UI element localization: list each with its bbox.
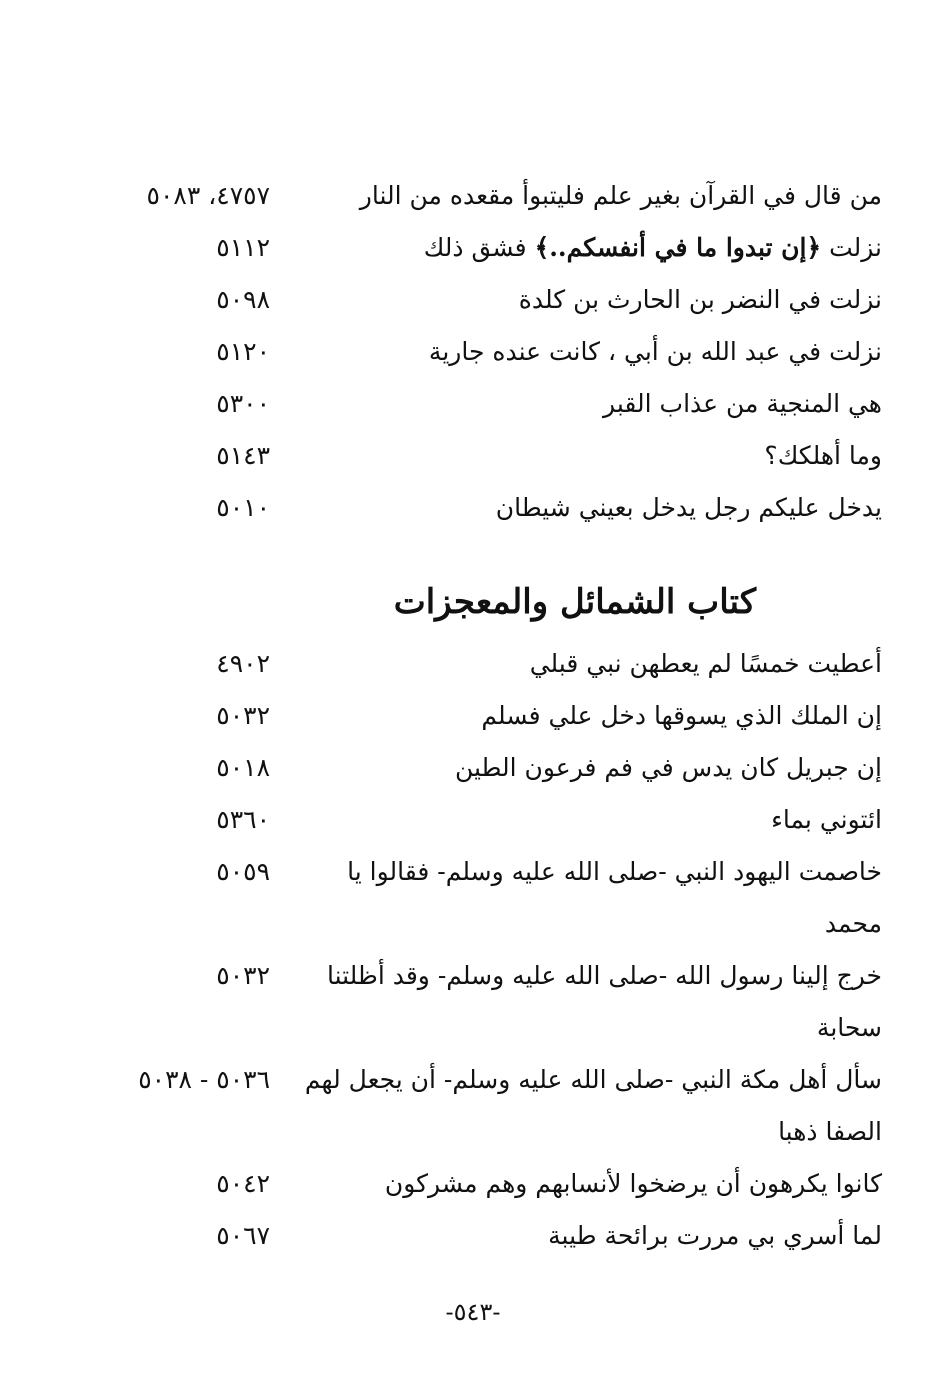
entry-text: سحابة (816, 1013, 882, 1042)
index-entry (0, 846, 946, 898)
quran-quote: ﴿إن تبدوا ما في أنفسكم..﴾ (534, 233, 822, 262)
entry-reference: ٥٣٦٠ (216, 805, 270, 834)
index-entry (0, 482, 946, 534)
entry-text: نزلت في النضر بن الحارث بن كلدة (518, 285, 882, 314)
entry-reference: ٥٠٤٢ (216, 1169, 270, 1198)
index-entry (0, 222, 946, 274)
index-entry (0, 170, 946, 222)
entry-text: ائتوني بماء (771, 805, 882, 834)
index-entry-continuation (0, 1002, 946, 1054)
index-entry (0, 326, 946, 378)
entry-text: الصفا ذهبا (778, 1117, 882, 1146)
entry-reference: ٥٠٣٢ (216, 961, 270, 990)
entry-text (302, 222, 882, 274)
entry-reference: ٥٠٣٦ - ٥٠٣٨ (138, 1065, 270, 1094)
entry-text: إن الملك الذي يسوقها دخل علي فسلم (481, 701, 882, 730)
index-entry-continuation (0, 1106, 946, 1158)
entry-text: يدخل عليكم رجل يدخل بعيني شيطان (495, 493, 882, 522)
entry-reference: ٥٠٣٢ (216, 701, 270, 730)
entry-reference: ٤٧٥٧، ٥٠٨٣ (146, 181, 270, 210)
index-entry (0, 742, 946, 794)
index-entry (0, 378, 946, 430)
entry-text: وما أهلكك؟ (764, 441, 882, 470)
index-entry-continuation (0, 898, 946, 950)
entry-reference: ٥١١٢ (216, 233, 270, 262)
entry-reference: ٥٠١٠ (216, 493, 270, 522)
index-entry (0, 1054, 946, 1106)
entry-reference: ٥١٢٠ (216, 337, 270, 366)
index-entry (0, 1158, 946, 1210)
index-entry (0, 690, 946, 742)
entry-text: خاصمت اليهود النبي -صلى الله عليه وسلم- فقالوا يا (347, 857, 882, 886)
entry-text: هي المنجية من عذاب القبر (603, 389, 882, 418)
entry-text: لما أسري بي مررت برائحة طيبة (548, 1221, 882, 1250)
entry-text: سأل أهل مكة النبي -صلى الله عليه وسلم- أن يجعل لهم (304, 1065, 882, 1094)
entry-text-suffix: فشق ذلك (423, 233, 535, 262)
index-entry (0, 794, 946, 846)
entry-text: محمد (824, 909, 882, 938)
entry-text: كانوا يكرهون أن يرضخوا لأنسابهم وهم مشركون (384, 1169, 882, 1198)
entry-text: من قال في القرآن بغير علم فليتبوأ مقعده من النار (359, 181, 882, 210)
entry-text: أعطيت خمسًا لم يعطهن نبي قبلي (529, 649, 882, 678)
entry-reference: ٥٠٥٩ (216, 857, 270, 886)
index-entry (0, 274, 946, 326)
entry-text: خرج إلينا رسول الله -صلى الله عليه وسلم- وقد أظلتنا (326, 961, 882, 990)
index-entry (0, 1210, 946, 1262)
entry-text: نزلت في عبد الله بن أبي ، كانت عنده جارية (428, 337, 882, 366)
entry-reference: ٤٩٠٢ (216, 649, 270, 678)
entry-text-prefix: نزلت (821, 233, 882, 262)
index-entry (0, 638, 946, 690)
entry-reference: ٥١٤٣ (216, 441, 270, 470)
entry-reference: ٥٠٦٧ (216, 1221, 270, 1250)
index-entry (0, 430, 946, 482)
entry-reference: ٥٠١٨ (216, 753, 270, 782)
page-number: -٥٤٣- (445, 1298, 501, 1326)
section-heading: كتاب الشمائل والمعجزات (393, 582, 756, 622)
entry-reference: ٥٠٩٨ (216, 285, 270, 314)
entry-reference: ٥٣٠٠ (216, 389, 270, 418)
entry-text: إن جبريل كان يدس في فم فرعون الطين (454, 753, 882, 782)
index-entry (0, 950, 946, 1002)
